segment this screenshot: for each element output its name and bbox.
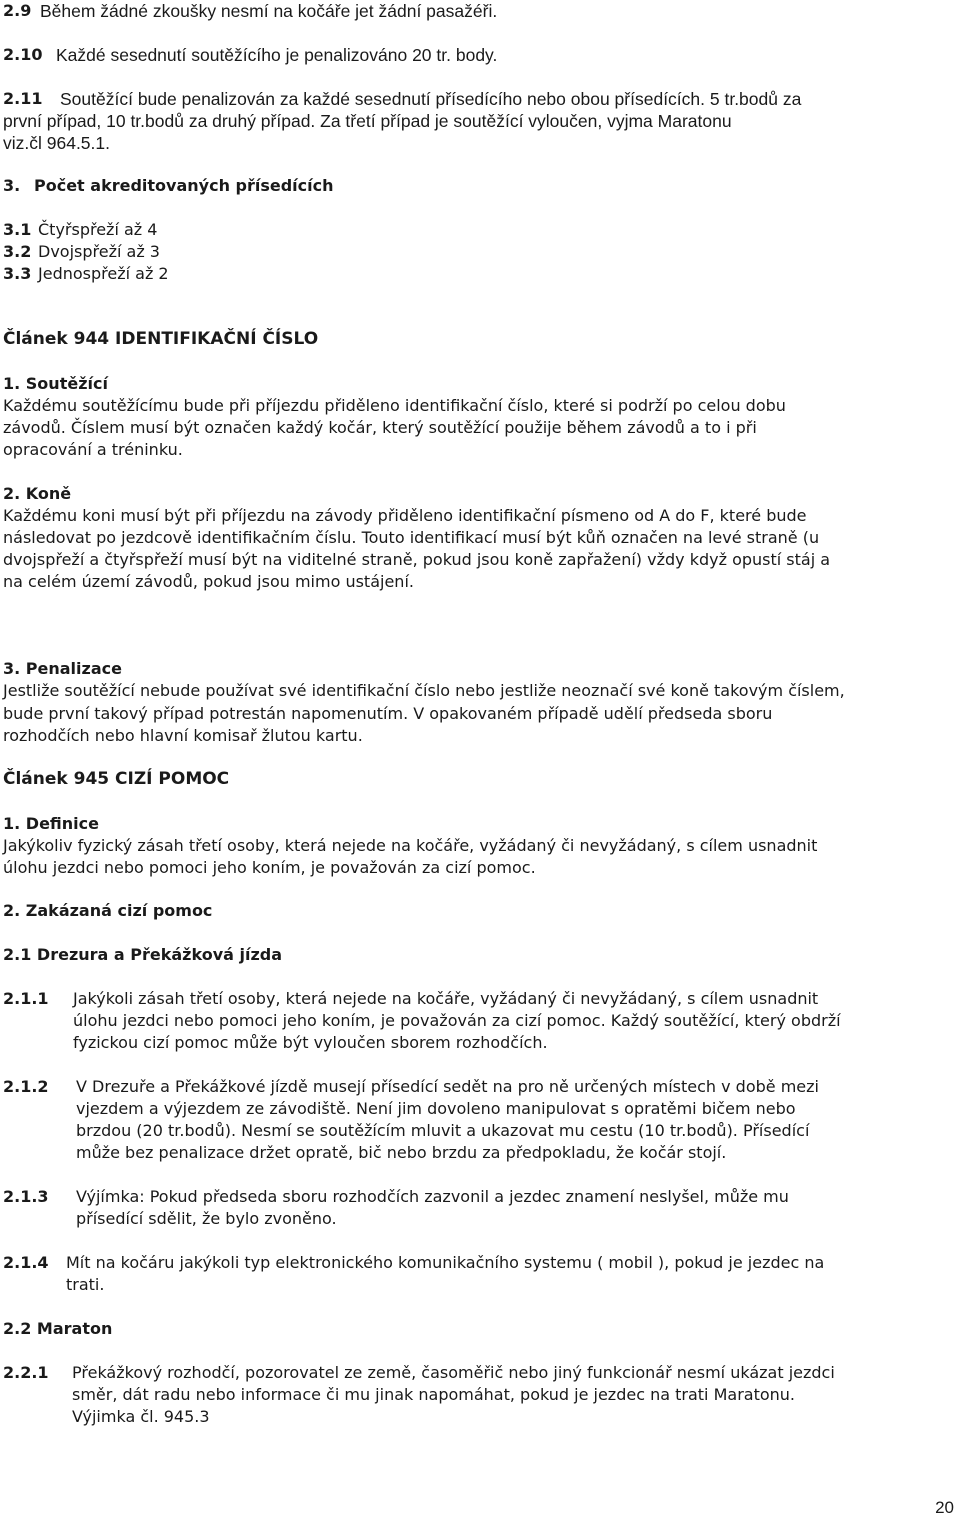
paragraph-line: Každému soutěžícímu bude při příjezdu přiděleno identifikační číslo, které si podrží po celou dobu	[3, 396, 786, 415]
rule-text-line: první případ, 10 tr.bodů za druhý případ. Za třetí případ je soutěžící vyloučen, vyjma Maratonu	[3, 111, 732, 131]
item-text: Jednospřeží až 2	[38, 264, 169, 283]
paragraph-line: bude první takový případ potrestán napomenutím. V opakovaném případě udělí předseda sboru	[3, 704, 773, 723]
rule-number: 2.10	[3, 45, 43, 64]
paragraph-line: opracování a tréninku.	[3, 440, 183, 459]
item-text: Čtyřspřeží až 4	[38, 220, 158, 239]
paragraph-line: závodů. Číslem musí být označen každý kočár, který soutěžící použije během závodů a to i při	[3, 418, 757, 437]
article-title: Článek 945 CIZÍ POMOC	[3, 769, 230, 789]
rule-text-line: Výjimka čl. 945.3	[72, 1407, 210, 1426]
rule-number: 2.9	[3, 1, 32, 20]
section-number: 3.	[3, 176, 21, 195]
rule-text-line: trati.	[66, 1275, 105, 1294]
article-title: Článek 944 IDENTIFIKAČNÍ ČÍSLO	[3, 329, 319, 349]
rule-number: 2.2.1	[3, 1363, 49, 1382]
subsection-heading: 3. Penalizace	[3, 659, 122, 678]
subsection-heading: 1. Soutěžící	[3, 374, 108, 393]
rule-text-line: přísedící sdělit, že bylo zvoněno.	[76, 1209, 337, 1228]
paragraph-line: Jestliže soutěžící nebude používat své identifikační číslo nebo jestliže neoznačí své koně takovým číslem,	[3, 681, 845, 700]
rule-text-line: Překážkový rozhodčí, pozorovatel ze země, časoměřič nebo jiný funkcionář nesmí ukázat jezdci	[72, 1363, 835, 1382]
item-text: Dvojspřeží až 3	[38, 242, 160, 261]
rule-text-line: Jakýkoli zásah třetí osoby, která nejede na kočáře, vyžádaný či nevyžádaný, s cílem usnadnit	[73, 989, 819, 1008]
rule-number: 2.1.3	[3, 1187, 49, 1206]
paragraph-line: rozhodčích nebo hlavní komisař žlutou kartu.	[3, 726, 363, 745]
paragraph-line: Jakýkoliv fyzický zásah třetí osoby, která nejede na kočáře, vyžádaný či nevyžádaný, s cílem usnadnit	[3, 836, 818, 855]
rule-number: 2.11	[3, 89, 43, 108]
paragraph-line: dvojspřeží a čtyřspřeží musí být na viditelné straně, pokud jsou koně zapřažení) vždy když opustí stáj a	[3, 550, 831, 569]
item-number: 3.2	[3, 242, 32, 261]
rule-text-line: V Drezuře a Překážkové jízdě musejí přísedící sedět na pro ně určených místech v době mezi	[76, 1077, 819, 1096]
rule-number: 2.1.1	[3, 989, 49, 1008]
rule-text-line: Soutěžící bude penalizován za každé sesednutí přísedícího nebo obou přísedících. 5 tr.bodů za	[60, 89, 802, 109]
item-number: 3.3	[3, 264, 32, 283]
rule-text-line: Mít na kočáru jakýkoli typ elektronického komunikačního systemu ( mobil ), pokud je jezdec na	[66, 1253, 825, 1272]
paragraph-line: následovat po jezdcově identifikačním číslu. Touto identifikací musí být kůň označen na levé straně (u	[3, 528, 820, 547]
rule-text-line: brzdou (20 tr.bodů). Nesmí se soutěžícím mluvit a ukazovat mu cestu (10 tr.bodů). Přísedící	[76, 1121, 810, 1140]
rule-text-line: úlohu jezdci nebo pomoci jeho koním, je považován za cizí pomoc. Každý soutěžící, který obdrží	[73, 1011, 841, 1030]
item-number: 3.1	[3, 220, 32, 239]
paragraph-line: na celém území závodů, pokud jsou mimo ustájení.	[3, 572, 414, 591]
rule-number: 2.1.2	[3, 1077, 49, 1096]
subsection-heading: 2.2 Maraton	[3, 1319, 113, 1338]
subsection-heading: 2. Koně	[3, 484, 72, 503]
subsection-heading: 1. Definice	[3, 814, 99, 833]
rule-text-line: vjezdem a výjezdem ze závodiště. Není jim dovoleno manipulovat s opratěmi bičem nebo	[76, 1099, 796, 1118]
subsection-heading: 2.1 Drezura a Překážková jízda	[3, 945, 283, 964]
rule-text-line: viz.čl 964.5.1.	[3, 133, 110, 153]
rule-text-line: směr, dát radu nebo informace či mu jinak napomáhat, pokud je jezdec na trati Maratonu.	[72, 1385, 795, 1404]
rule-text: Každé sesednutí soutěžícího je penalizováno 20 tr. body.	[56, 45, 498, 65]
page-number: 20	[935, 1498, 954, 1517]
rule-number: 2.1.4	[3, 1253, 49, 1272]
paragraph-line: úlohu jezdci nebo pomoci jeho koním, je považován za cizí pomoc.	[3, 858, 536, 877]
rule-text-line: Výjímka: Pokud předseda sboru rozhodčích zazvonil a jezdec znamení neslyšel, může mu	[76, 1187, 789, 1206]
rule-text-line: fyzickou cizí pomoc může být vyloučen sborem rozhodčích.	[73, 1033, 548, 1052]
rule-text-line: může bez penalizace držet opratě, bič nebo brzdu za předpokladu, že kočár stojí.	[76, 1143, 727, 1162]
subsection-heading: 2. Zakázaná cizí pomoc	[3, 901, 213, 920]
section-heading: Počet akreditovaných přísedících	[34, 176, 334, 195]
paragraph-line: Každému koni musí být při příjezdu na závody přiděleno identifikační písmeno od A do F, které bude	[3, 506, 807, 525]
rule-text: Během žádné zkoušky nesmí na kočáře jet žádní pasažéři.	[40, 1, 498, 21]
